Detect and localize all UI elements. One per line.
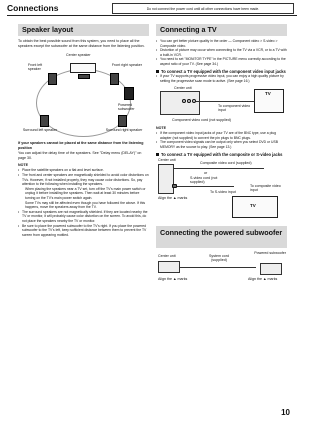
front-left-label: Front left speaker [28,62,43,71]
tv-note-label: NOTE [156,126,166,131]
note-label: NOTE [18,163,28,168]
note-item: • The surround speakers are not magnetically shielded. If they are located nearby the TV or monitor, it will probably cause color distortion on the screen. To avoid this, do not place the speakers nearby the TV or monitor. [18,210,149,224]
speaker-layout-heading: Speaker layout [18,24,149,36]
composite-diagram [156,158,287,222]
composite-input-label: To composite video input [250,184,281,193]
surround-left-label: Surround left speaker [22,127,58,132]
tv-note-item: • The component video signals can be output only when you select DVD or USB MEMORY as the source to play. (See page 13.) [156,140,287,149]
component-input-label: To component video input [218,104,251,113]
component-cable [196,101,256,102]
composite-cable [174,168,264,169]
note-item: Some TVs may still be affected even though you have followed the above. If this happens, move the speakers away from the TV. [25,200,146,210]
composite-center-unit-label: Center unit [158,158,176,163]
component-cord-label: Component video cord (not supplied) [172,118,231,123]
front-left-speaker [48,73,57,85]
front-right-label: Front right speaker [111,62,142,67]
header-rule [7,15,297,16]
note-item: • Be sure to place the powered subwoofer to the TV's right. If you place the powered subwoofer to the TV's left, keep sufficient distance between them to prevent the TV screen from appearing mottled. [18,224,149,238]
subwoofer-diagram [156,251,287,285]
align-left-label: Align the ▲ marks [158,277,188,282]
tv-notes [156,131,287,149]
or-label: or [204,171,208,176]
tv-bullet: • You can get better picture quality in the order — Component video > S-video > Composite video. [156,39,287,48]
align-right-label: Align the ▲ marks [248,277,278,282]
center-speaker [78,74,90,79]
component-tv-label: TV [265,91,271,97]
left-column [18,24,149,237]
composite-tv-label: TV [250,203,256,209]
square-bullet-icon [156,70,159,73]
tv-shape [70,63,96,73]
right-column [156,24,287,285]
center-unit-icon [158,261,180,273]
square-bullet-icon [156,153,159,156]
front-right-speaker [110,73,119,85]
svideo-input-label: To S-video input [210,190,236,195]
align-marks-label: Align the ▲ marks [158,196,188,201]
tv-bullet: • You need to set "MONITOR TYPE" in the PICTURE menu correctly according to the aspect ratio of your TV. (See page 34.) [156,57,287,66]
subwoofer-icon [260,263,282,275]
section-title: Connections [7,3,59,13]
note-item: When placing the speakers near a TV set, turn off the TV's main power switch or unplug it before installing the speakers. Then wait at least 30 minutes before turning on the TV's main power switch again. [25,186,146,200]
powered-sub-label: Powered subwoofer [254,251,286,256]
connecting-tv-heading: Connecting a TV [156,24,287,36]
svideo-cable [174,186,234,187]
speaker-notes [18,168,149,237]
center-unit-side [158,164,174,194]
center-unit-back-panel [160,91,200,115]
page-header [0,0,300,20]
surround-right-label: Surround right speaker [105,127,143,132]
subwoofer [124,87,134,100]
component-diagram [156,85,287,125]
composite-heading: To connect a TV equipped with the composite or S-video jacks [156,152,287,158]
surround-right-speaker [118,115,127,127]
system-cord-label: System cord (supplied) [209,254,229,263]
tv-bullet: • Distortion of picture may occur when connecting to the TV via a VCR, or to a TV with a built-in VCR. [156,48,287,57]
distance-heading: If your speakers cannot be placed at the same distance from the listening position [18,140,144,150]
tv-note-item: • If the component video input jacks of your TV are of the BNC type, use a plug adapter (not supplied) to convert the pin plugs to BNC plugs. [156,131,287,140]
power-cord-warning: Do not connect the power cord until all other connections have been made. [112,3,294,14]
surround-left-speaker [40,115,49,127]
page-number: 10 [281,408,290,417]
note-item: • Place the satellite speakers on a flat and level surface. [18,168,149,173]
speaker-layout-diagram [18,51,149,139]
note-item: • The front and center speakers are magnetically shielded to avoid color distortions on TVs. However, if not installed properly, they may cause color distortions. So, pay attention to the following when installing the speakers. [18,173,149,187]
tv-bullets [156,39,287,67]
composite-cord-label: Composite video cord (supplied) [200,161,252,166]
component-text [156,74,287,83]
component-bullet: • If your TV supports progressive video input, you can enjoy a high quality picture by setting the progressive scan mode to active. (See page 16.) [156,74,287,83]
svideo-plug [172,184,177,188]
speaker-layout-intro: To obtain the best possible sound from this system, you need to place all the speakers except the subwoofer at the same distance from the listening position. [18,39,145,48]
subwoofer-heading: Connecting the powered subwoofer [156,226,287,248]
sub-center-unit-label: Center unit [158,254,176,259]
component-center-unit-label: Center unit [174,86,192,91]
component-heading: To connect a TV equipped with the component video input jacks [156,69,287,75]
center-speaker-label: Center speaker [66,52,91,57]
svideo-cord-label: S-video cord (not supplied) [190,176,218,185]
distance-text: You can adjust the delay time of the speakers. See "Delay menu (DELAY)" on page 30. [18,150,142,160]
subwoofer-label: Powered subwoofer [118,102,135,111]
system-cable [180,267,256,268]
